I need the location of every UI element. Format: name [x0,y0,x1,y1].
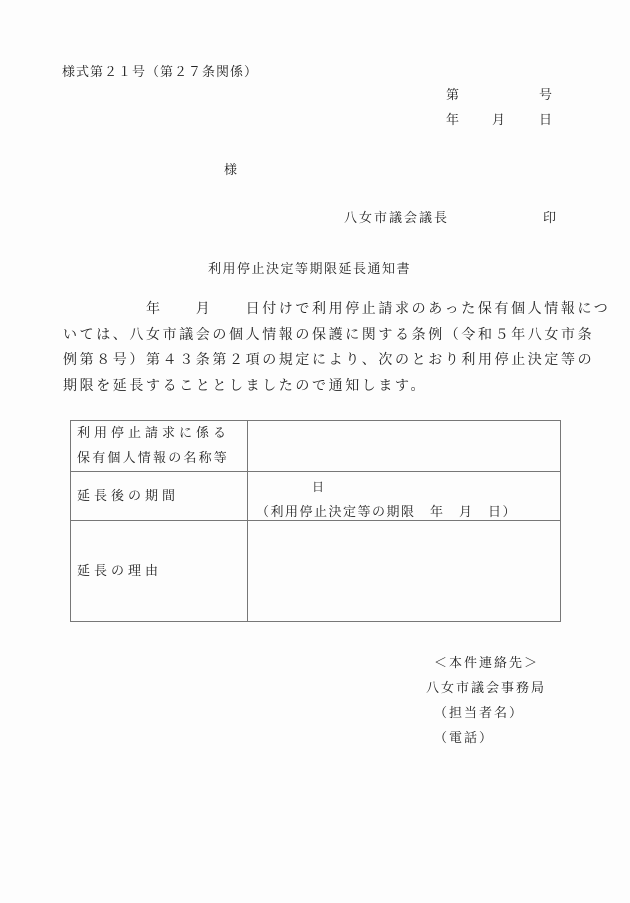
addressee-honorific: 様 [224,163,238,178]
label-line: 利用停止請求に係る [77,426,231,441]
contact-person: （担当者名） [434,706,525,721]
seal-mark: 印 [543,211,557,226]
label-line: 保有個人情報の名称等 [77,451,230,466]
contact-phone: （電話） [434,731,495,746]
personal-info-name-field[interactable] [248,421,561,472]
extension-reason-field[interactable] [248,521,561,622]
table-row [71,421,561,472]
doc-number-prefix: 第 [446,88,460,103]
date-year: 年 [446,113,460,128]
period-deadline: （利用停止決定等の期限 年 月 日） [256,505,518,520]
doc-number-suffix: 号 [539,88,553,103]
period-day: 日 [312,480,325,494]
contact-heading: ＜本件連絡先＞ [434,656,540,671]
body-line: 年 月 日付けで利用停止請求のあった保有個人情報につ [63,301,611,317]
table-row [71,472,561,521]
sender-name: 八女市議会議長 [344,211,450,226]
body-paragraph [63,297,611,399]
body-line: 例第８号）第４３条第２項の規定により、次のとおり利用停止決定等の [63,352,595,368]
extension-reason-label: 延長の理由 [71,521,248,622]
extension-details-table [70,420,561,622]
date-month: 月 [492,113,506,128]
document-title: 利用停止決定等期限延長通知書 [208,262,412,277]
personal-info-name-label [71,421,248,472]
body-line: 期限を延長することとしましたので通知します。 [63,377,428,394]
form-number: 様式第２１号（第２７条関係） [62,65,259,80]
body-line: いては、八女市議会の個人情報の保護に関する条例（令和５年八女市条 [63,326,595,343]
date-day: 日 [539,113,553,128]
extended-period-label: 延長後の期間 [71,472,248,521]
extended-period-field[interactable] [248,472,561,521]
contact-block [426,651,547,751]
contact-office: 八女市議会事務局 [426,681,547,696]
table-row [71,521,561,622]
